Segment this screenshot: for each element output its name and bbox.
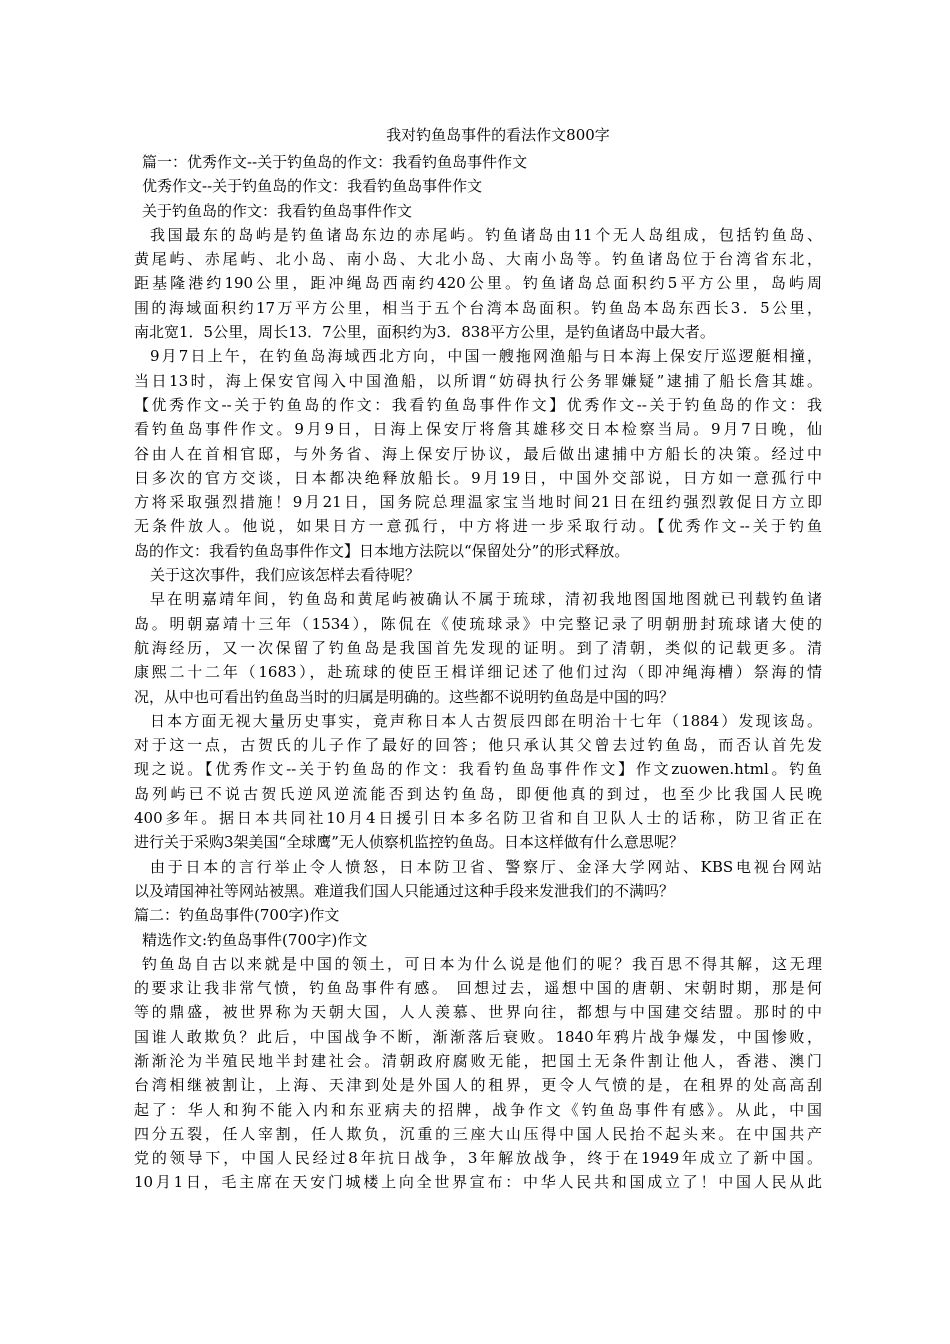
text-line: 等的鼎盛，被世界称为天朝大国，人人羡慕、世界向往，都想与中国建交结盟。那时的中	[134, 1003, 822, 1022]
document-body	[134, 150, 822, 1195]
text-line: 【优秀作文--关于钓鱼岛的作文：我看钓鱼岛事件作文】优秀作文--关于钓鱼岛的作文：我	[134, 395, 822, 414]
text-line: 党的领导下，中国人民经过8年抗日战争，3年解放战争，终于在1949年成立了新中国。	[134, 1149, 822, 1168]
text-line: 对于这一点，古贺氏的儿子作了最好的回答；他只承认其父曾去过钓鱼岛，而否认首先发	[134, 736, 822, 755]
text-line: 当日13时，海上保安官闯入中国渔船，以所谓“妨碍执行公务罪嫌疑”逮捕了船长詹其雄。	[134, 371, 822, 390]
text-line: 篇二：钓鱼岛事件(700字)作文	[134, 906, 340, 925]
document-page	[134, 120, 822, 1195]
text-line: 岛列屿已不说古贺氏逆风逆流能否到达钓鱼岛，即便他真的到过，也至少比我国人民晚	[134, 784, 822, 803]
text-line: 进行关于采购3架美国“全球鹰”无人侦察机监控钓鱼岛。日本这样做有什么意思呢？	[134, 833, 684, 852]
text-line: 以及靖国神社等网站被黑。难道我们国人只能通过这种手段来发泄我们的不满吗？	[134, 881, 675, 900]
text-line: 康熙二十二年（1683），赴琉球的使臣王楫详细记述了他们过沟（即冲绳海槽）祭海的情	[134, 663, 822, 682]
text-line: 南北宽1．5公里，周长13．7公里，面积约为3．838平方公里，是钓鱼诸岛中最大者。	[134, 323, 715, 342]
text-line: 四分五裂，任人宰割，任人欺负，沉重的三座大山压得中国人民抬不起头来。在中国共产	[134, 1124, 822, 1143]
text-line: 况，从中也可看出钓鱼岛当时的归属是明确的。这些都不说明钓鱼岛是中国的吗？	[134, 687, 675, 706]
text-line: 篇一：优秀作文--关于钓鱼岛的作文：我看钓鱼岛事件作文	[142, 153, 528, 171]
text-line: 国谁人敢欺负？此后，中国战争不断，渐渐落后衰败。1840年鸦片战争爆发，中国惨败，	[134, 1027, 822, 1046]
text-line: 岛的作文：我看钓鱼岛事件作文】日本地方法院以“保留处分”的形式释放。	[134, 541, 630, 560]
text-line: 渐渐沦为半殖民地半封建社会。清朝政府腐败无能，把国土无条件割让他人，香港、澳门	[134, 1051, 822, 1070]
text-line: 精选作文:钓鱼岛事件(700字)作文	[142, 930, 368, 949]
text-line: 的要求让我非常气愤，钓鱼岛事件有感。 回想过去，遥想中国的唐朝、宋朝时期，那是何	[134, 979, 822, 998]
text-line: 方将采取强烈措施！9月21日，国务院总理温家宝当地时间21日在纽约强烈敦促日方立即	[134, 493, 822, 512]
text-line: 早在明嘉靖年间，钓鱼岛和黄尾屿被确认不属于琉球，清初我地图国地图就已刊载钓鱼诸	[150, 590, 822, 609]
text-line: 无条件放人。他说，如果日方一意孤行，中方将进一步采取行动。【优秀作文--关于钓鱼	[134, 517, 822, 536]
text-line: 9月7日上午，在钓鱼岛海域西北方向，中国一艘拖网渔船与日本海上保安厅巡逻艇相撞，	[150, 347, 822, 366]
text-line: 钓鱼岛自古以来就是中国的领土，可日本为什么说是他们的呢？我百思不得其解，这无理	[142, 954, 822, 973]
text-line: 黄尾屿、赤尾屿、北小岛、南小岛、大北小岛、大南小岛等。钓鱼诸岛位于台湾省东北，	[134, 250, 822, 269]
text-line: 起了：华人和狗不能入内和东亚病夫的招牌，战争作文《钓鱼岛事件有感》。从此，中国	[134, 1100, 822, 1119]
text-line: 日本方面无视大量历史事实，竟声称日本人古贺辰四郎在明治十七年（1884）发现该岛。	[150, 711, 822, 730]
text-line: 看钓鱼岛事件作文。9月9日，日海上保安厅将詹其雄移交日本检察当局。9月7日晚，仙	[134, 420, 822, 439]
text-line: 400多年。据日本共同社10月4日援引日本多名防卫省和自卫队人士的话称，防卫省正在	[134, 809, 822, 828]
text-line: 10月1日，毛主席在天安门城楼上向全世界宣布：中华人民共和国成立了！中国人民从此	[134, 1173, 822, 1192]
text-line: 台湾相继被割让，上海、天津到处是外国人的租界，更令人气愤的是，在租界的处高高刮	[134, 1076, 822, 1095]
text-line: 我国最东的岛屿是钓鱼诸岛东边的赤尾屿。钓鱼诸岛由11个无人岛组成，包括钓鱼岛、	[150, 225, 822, 244]
text-line: 现之说。【优秀作文--关于钓鱼岛的作文：我看钓鱼岛事件作文】作文zuowen.html。钓鱼	[134, 760, 822, 779]
text-line: 关于这次事件，我们应该怎样去看待呢？	[150, 566, 421, 585]
document-title: 我对钓鱼岛事件的看法作文800字	[386, 126, 610, 144]
text-line: 距基隆港约190公里，距冲绳岛西南约420公里。钓鱼诸岛总面积约5平方公里，岛屿周	[134, 274, 822, 293]
text-line: 由于日本的言行举止令人愤怒，日本防卫省、警察厅、金泽大学网站、KBS电视台网站	[150, 857, 822, 876]
text-line: 谷由人在首相官邸，与外务省、海上保安厅协议，最后做出逮捕中方船长的决策。经过中	[134, 444, 822, 463]
text-line: 日多次的官方交谈，日本都决绝释放船长。9月19日，中国外交部说，日方如一意孤行中	[134, 468, 822, 487]
text-line: 围的海域面积约17万平方公里，相当于五个台湾本岛面积。钓鱼岛本岛东西长3．5公里，	[134, 298, 822, 317]
text-line: 岛。明朝嘉靖十三年（1534），陈侃在《使琉球录》中完整记录了明朝册封琉球诸大使的	[134, 614, 822, 633]
text-line: 关于钓鱼岛的作文：我看钓鱼岛事件作文	[142, 201, 413, 220]
text-line: 航海经历，又一次保留了钓鱼岛是我国首先发现的证明。到了清朝，类似的记载更多。清	[134, 638, 822, 657]
text-line: 优秀作文--关于钓鱼岛的作文：我看钓鱼岛事件作文	[142, 177, 483, 196]
